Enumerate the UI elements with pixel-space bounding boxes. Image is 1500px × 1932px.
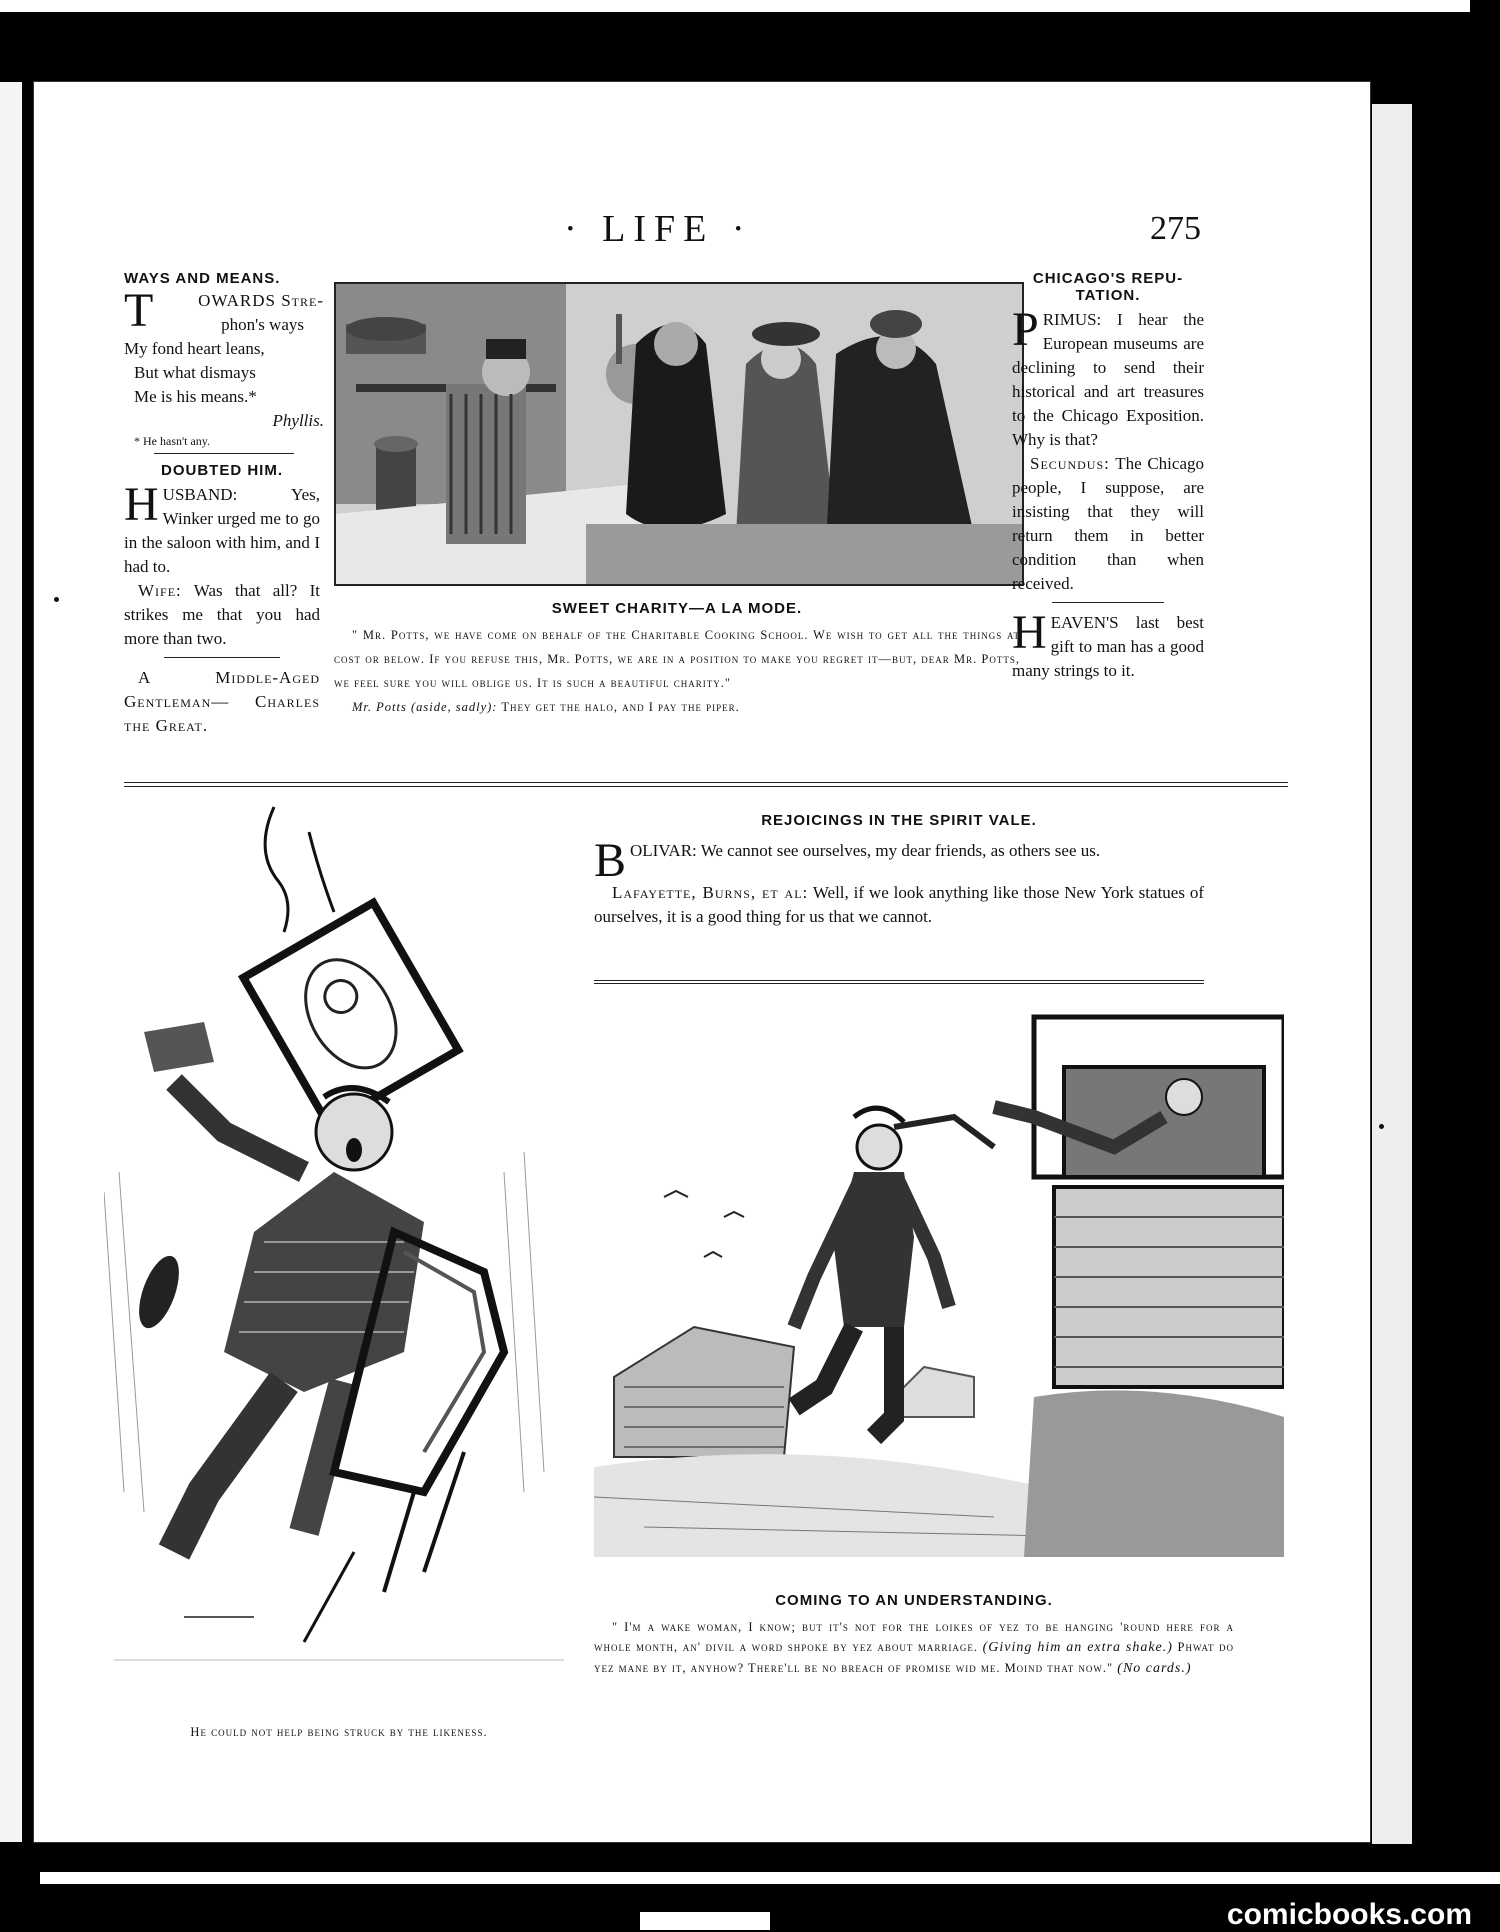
understanding-heading: COMING TO AN UNDERSTANDING. [775,1592,1053,1609]
doubted-him-para1: USBAND: Yes, Winker urged me to go in the saloon with him, and I had to. [124,485,320,576]
stacked-page-edge [1372,104,1412,1844]
divider [154,453,294,454]
stage-direction: (No cards.) [1117,1661,1192,1676]
verse-line: OWARDS Stre- [198,291,324,310]
chicago-heading-line2: TATION. [1075,287,1141,304]
footnote: * He hasn't any. [134,434,211,448]
rejoicings [594,812,1204,929]
sweet-charity-caption: " Mr. Potts, we have come on behalf of the Charitable Cooking School. We wish to get all the things at cost or below. If you refuse this, Mr. Potts, we are in a position to make you regret it—but, dear Mr. Potts, we feel sure you will oblige us. It is such a beautiful charity." [334,628,1020,690]
coming-to-an-understanding-illustration [594,997,1284,1557]
page-number: 275 [1150,210,1201,247]
chicagos-reputation [1012,270,1204,683]
chicago-para2: The Chicago people, I suppose, are insisting that they will return them in better condition than when received. [1012,454,1204,593]
dropcap-h: H [124,478,159,531]
understanding-caption-block [594,1592,1234,1679]
next-page-fragment [640,1912,770,1930]
rejoicings-para2: Well, if we look anything like those New York statues of ourselves, it is a good thing for us that we cannot. [594,883,1204,926]
sweet-charity-caption-block [334,600,1020,719]
magazine-page [34,82,1370,1842]
sweet-charity-illustration [334,282,1024,586]
heavens-text: EAVEN'S last best gift to man has a good many strings to it. [1012,613,1204,680]
chicago-heading-line1: CHICAGO'S REPU- [1032,270,1184,287]
scan-bottom-edge [40,1872,1500,1884]
likeness-caption: He could not help being struck by the likeness. [190,1725,488,1739]
middle-aged-gentleman: A Middle-Aged Gentleman— Charles the Great. [124,668,320,735]
verse-line: But what dismays [134,363,256,382]
struck-by-likeness-illustration [104,792,574,1672]
dropcap-t: T [124,284,154,337]
speaker-wife: Wife: [138,581,182,600]
verse-line: Me is his means.* [134,387,257,406]
aside-speaker: Mr. Potts (aside, sadly): [352,700,498,714]
stage-direction: (Giving him an extra shake.) [982,1640,1173,1655]
aside-text: They get the halo, and I pay the piper. [501,700,740,714]
chicago-para1: RIMUS: I hear the European museums are declining to send their historical and art treasures to the Chicago Exposition. Why is that? [1012,310,1204,449]
verse-line: phon's ways [221,315,304,334]
divider [164,657,280,658]
scan-speck [54,597,59,602]
dropcap-p: P [1012,303,1039,356]
doubted-him-para2: Was that all? It strikes me that you had more than two. [124,581,320,648]
watermark: comicbooks.com [1226,1898,1472,1931]
speaker-secundus: Secundus: [1030,454,1110,473]
rejoicings-heading: REJOICINGS IN THE SPIRIT VALE. [761,812,1037,829]
understanding-caption2: Phwat do yez mane by it, anyhow? There'll be no breach of promise wid me. Moind that now." [594,1640,1235,1675]
facing-page-edge [0,82,22,1842]
section-divider [124,782,1288,787]
divider [594,980,1204,984]
signature: Phyllis. [272,411,324,430]
doubted-him [124,462,320,738]
dropcap-b: B [594,834,627,887]
scan-top-edge [0,0,1470,12]
scan-speck [1379,1124,1384,1129]
masthead-title: · LIFE · [564,208,753,250]
speakers: Lafayette, Burns, et al: [612,883,809,902]
divider [1052,602,1164,603]
sweet-charity-heading: SWEET CHARITY—A LA MODE. [551,600,803,617]
dropcap-h2: H [1012,606,1047,659]
rejoicings-para1: OLIVAR: We cannot see ourselves, my dear friends, as others see us. [630,841,1101,860]
doubted-him-heading: DOUBTED HIM. [161,462,283,479]
ways-and-means-heading: WAYS AND MEANS. [124,270,281,287]
ways-and-means [124,270,324,454]
understanding-caption: " I'm a wake woman, I know; but it's not for the loikes of yez to be hanging 'round here for a whole month, an' divil a word shpoke by yez about marriage. [594,1620,1234,1654]
verse-line: My fond heart leans, [124,339,265,358]
